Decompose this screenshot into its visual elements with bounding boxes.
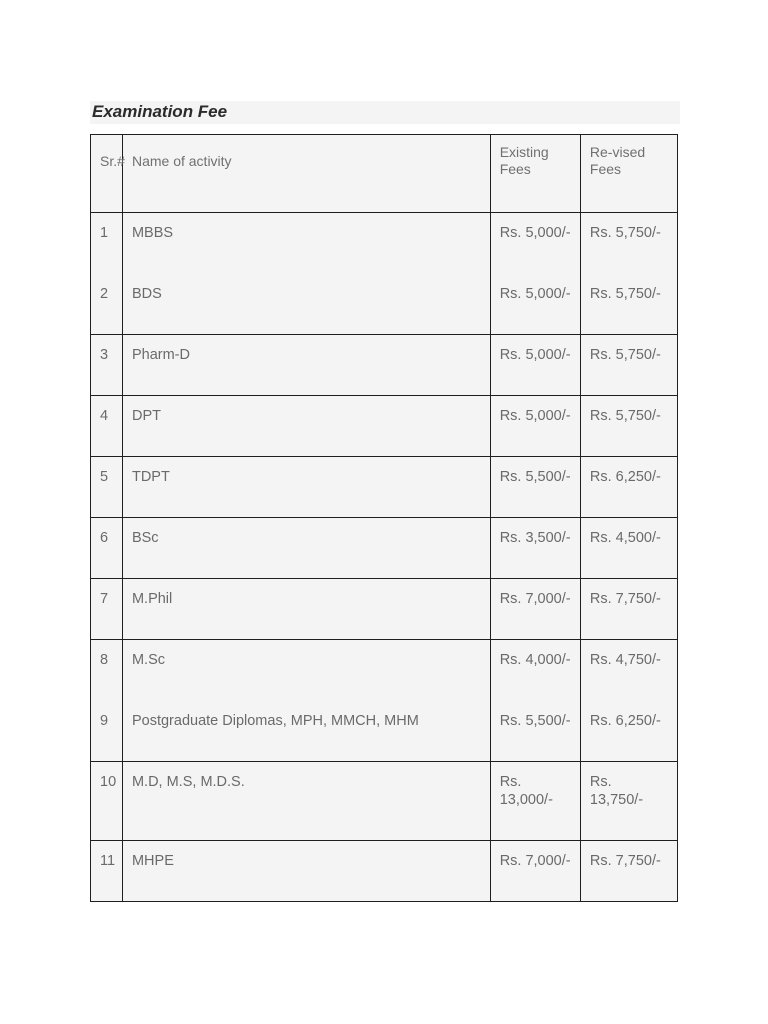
cell-name: MHPE <box>122 841 490 902</box>
cell-existing: Rs. 5,000/- <box>490 335 580 396</box>
table-row <box>91 274 678 335</box>
cell-revised: Rs. 4,750/- <box>580 640 677 701</box>
cell-revised: Rs. 13,750/- <box>580 762 677 841</box>
cell-existing: Rs. 5,500/- <box>490 701 580 762</box>
cell-existing: Rs. 5,000/- <box>490 213 580 274</box>
table-row <box>91 841 678 902</box>
title-bar <box>90 101 680 124</box>
table-header-row <box>91 135 678 213</box>
cell-name: BSc <box>122 518 490 579</box>
cell-sr: 5 <box>91 457 123 518</box>
cell-existing: Rs. 5,000/- <box>490 274 580 335</box>
cell-revised: Rs. 5,750/- <box>580 335 677 396</box>
cell-sr: 11 <box>91 841 123 902</box>
cell-existing: Rs. 3,500/- <box>490 518 580 579</box>
table-row <box>91 579 678 640</box>
page-title: Examination Fee <box>92 102 228 121</box>
header-sr: Sr.# <box>91 135 123 213</box>
cell-name: BDS <box>122 274 490 335</box>
cell-name: Postgraduate Diplomas, MPH, MMCH, MHM <box>122 701 490 762</box>
cell-sr: 2 <box>91 274 123 335</box>
cell-sr: 10 <box>91 762 123 841</box>
cell-revised: Rs. 6,250/- <box>580 701 677 762</box>
cell-revised: Rs. 7,750/- <box>580 841 677 902</box>
table-row <box>91 335 678 396</box>
cell-revised: Rs. 5,750/- <box>580 213 677 274</box>
table-row <box>91 213 678 274</box>
cell-existing: Rs. 7,000/- <box>490 579 580 640</box>
header-existing-fees: Existing Fees <box>490 135 580 213</box>
table-row <box>91 518 678 579</box>
cell-sr: 7 <box>91 579 123 640</box>
cell-sr: 9 <box>91 701 123 762</box>
cell-name: M.Phil <box>122 579 490 640</box>
cell-revised: Rs. 4,500/- <box>580 518 677 579</box>
header-revised-fees: Re-vised Fees <box>580 135 677 213</box>
table-row <box>91 396 678 457</box>
cell-existing: Rs. 7,000/- <box>490 841 580 902</box>
examination-fee-table <box>90 134 678 902</box>
table-row <box>91 762 678 841</box>
cell-name: TDPT <box>122 457 490 518</box>
cell-existing: Rs. 5,500/- <box>490 457 580 518</box>
cell-sr: 1 <box>91 213 123 274</box>
cell-revised: Rs. 5,750/- <box>580 274 677 335</box>
cell-name: MBBS <box>122 213 490 274</box>
cell-revised: Rs. 5,750/- <box>580 396 677 457</box>
table-row <box>91 457 678 518</box>
cell-name: M.Sc <box>122 640 490 701</box>
table-row <box>91 701 678 762</box>
cell-name: DPT <box>122 396 490 457</box>
cell-sr: 4 <box>91 396 123 457</box>
cell-revised: Rs. 6,250/- <box>580 457 677 518</box>
header-name: Name of activity <box>122 135 490 213</box>
cell-revised: Rs. 7,750/- <box>580 579 677 640</box>
cell-name: Pharm-D <box>122 335 490 396</box>
cell-sr: 8 <box>91 640 123 701</box>
cell-name: M.D, M.S, M.D.S. <box>122 762 490 841</box>
cell-existing: Rs. 4,000/- <box>490 640 580 701</box>
cell-sr: 3 <box>91 335 123 396</box>
cell-existing: Rs. 5,000/- <box>490 396 580 457</box>
table-row <box>91 640 678 701</box>
cell-existing: Rs. 13,000/- <box>490 762 580 841</box>
cell-sr: 6 <box>91 518 123 579</box>
